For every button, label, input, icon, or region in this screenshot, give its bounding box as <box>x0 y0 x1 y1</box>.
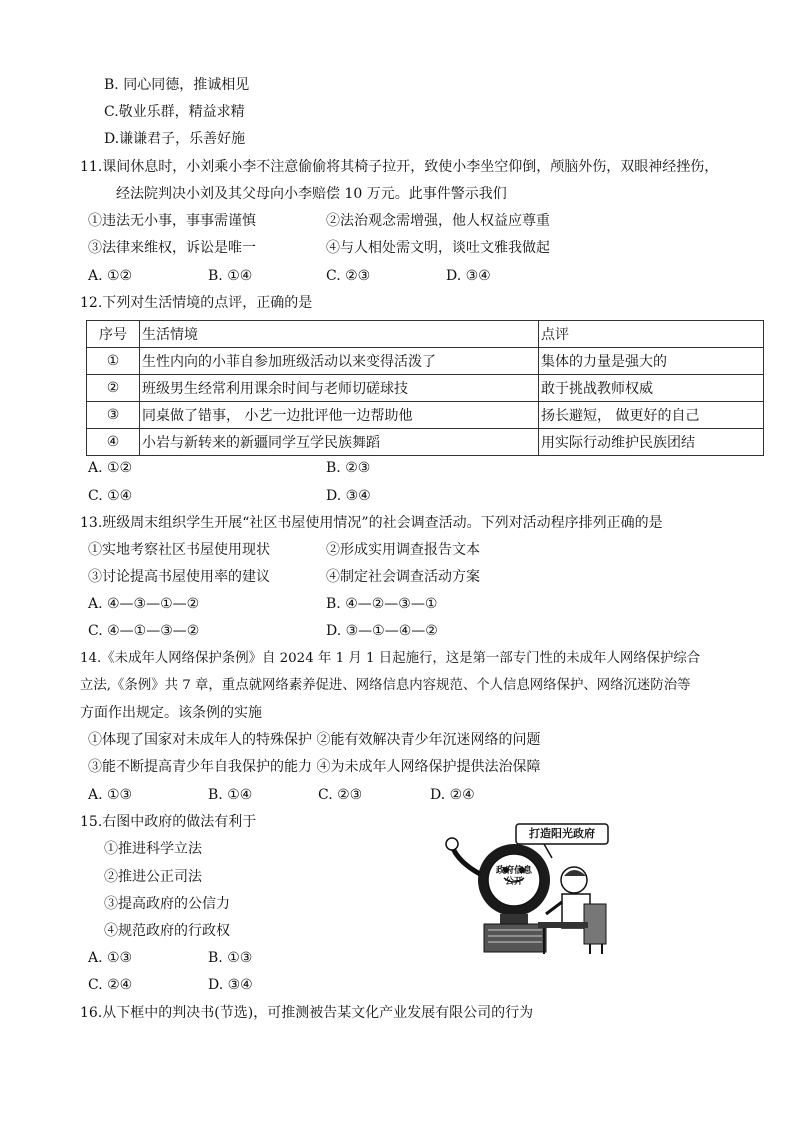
q13-option-b: B. ④—②—③—① <box>326 596 438 612</box>
q13-option-a: A. ④—③—①—② <box>88 596 200 612</box>
q13-statement-4: ④制定社会调查活动方案 <box>326 569 480 585</box>
q11-stem-line1: 11.课间休息时，小刘乘小李不注意偷偷将其椅子拉开，致使小李坐空仰倒，颅脑外伤，双眼神经挫伤， <box>80 159 719 175</box>
q12-option-b: B. ②③ <box>326 460 371 476</box>
row-comment: 扬长避短， 做更好的自己 <box>539 402 764 429</box>
table-row <box>87 348 764 375</box>
table-row <box>87 429 764 456</box>
q14-stem-line1: 14.《未成年人网络保护条例》自 2024 年 1 月 1 日起施行，这是第一部专门性的未成年人网络保护综合 <box>80 651 701 666</box>
q15-statement-4: ④规范政府的行政权 <box>104 923 230 939</box>
q15-option-d: D. ③④ <box>208 977 253 993</box>
q15-statement-1: ①推进科学立法 <box>104 841 202 857</box>
q12-stem: 12.下列对生活情境的点评，正确的是 <box>80 295 313 311</box>
q15-statement-3: ③提高政府的公信力 <box>104 896 230 912</box>
q11-statement-2: ②法治观念需增强，他人权益应尊重 <box>326 213 550 229</box>
q13-option-d: D. ③—①—④—② <box>326 623 438 639</box>
q14-option-d: D. ②④ <box>430 787 475 803</box>
q15-option-c: C. ②④ <box>88 977 133 993</box>
q13-statement-3: ③讨论提高书屋使用率的建议 <box>88 569 270 585</box>
q14-option-b: B. ①④ <box>208 787 253 803</box>
q15-statement-2: ②推进公正司法 <box>104 869 202 885</box>
header-comment: 点评 <box>539 321 764 348</box>
q10-option-b: B. 同心同德，推诚相见 <box>104 77 250 93</box>
row-scenario: 同桌做了错事， 小艺一边批评他一边帮助他 <box>140 402 539 429</box>
q13-option-c: C. ④—①—③—② <box>88 623 200 639</box>
q14-option-a: A. ①③ <box>88 787 133 803</box>
header-scenario: 生活情境 <box>140 321 539 348</box>
row-comment: 集体的力量是强大的 <box>539 348 764 375</box>
row-scenario: 班级男生经常利用课余时间与老师切磋球技 <box>140 375 539 402</box>
header-index: 序号 <box>87 321 140 348</box>
q11-option-b: B. ①④ <box>208 268 253 284</box>
q10-option-c: C.敬业乐群，精益求精 <box>104 104 245 120</box>
q11-statement-1: ①违法无小事，事事需谨慎 <box>88 213 256 229</box>
q10-option-d: D.谦谦君子，乐善好施 <box>104 131 246 147</box>
q12-table <box>86 320 764 456</box>
q15-option-b: B. ①③ <box>208 950 253 966</box>
q14-option-c: C. ②③ <box>318 787 363 803</box>
q14-stem-line3: 方面作出规定。该条例的实施 <box>80 705 262 721</box>
q15-stem: 15.右图中政府的做法有利于 <box>80 814 257 830</box>
q11-statement-3: ③法律来维权，诉讼是唯一 <box>88 240 256 256</box>
row-comment: 敢于挑战教师权威 <box>539 375 764 402</box>
q16-stem: 16.从下框中的判决书(节选)，可推测被告某文化产业发展有限公司的行为 <box>80 1005 534 1021</box>
table-row <box>87 375 764 402</box>
table-row <box>87 402 764 429</box>
q11-option-d: D. ③④ <box>446 268 491 284</box>
q15-option-a: A. ①③ <box>88 950 133 966</box>
row-scenario: 小岩与新转来的新疆同学互学民族舞蹈 <box>140 429 539 456</box>
q12-option-a: A. ①② <box>88 460 133 476</box>
q11-option-c: C. ②③ <box>326 268 371 284</box>
row-scenario: 生性内向的小菲自参加班级活动以来变得活泼了 <box>140 348 539 375</box>
row-index: ④ <box>87 429 140 456</box>
row-comment: 用实际行动维护民族团结 <box>539 429 764 456</box>
row-index: ③ <box>87 402 140 429</box>
cartoon-banner-text: 打造阳光政府 <box>529 827 595 840</box>
q11-option-a: A. ①② <box>88 268 133 284</box>
q12-option-c: C. ①④ <box>88 488 133 504</box>
q12-option-d: D. ③④ <box>326 488 371 504</box>
row-index: ② <box>87 375 140 402</box>
cartoon-screen-text: 政府信息公开 <box>496 866 533 887</box>
q14-statements-3-4: ③能不断提高青少年自我保护的能力 ④为未成年人网络保护提供法治保障 <box>88 759 541 775</box>
table-header-row <box>87 321 764 348</box>
q14-stem-line2: 立法,《条例》共 7 章，重点就网络素养促进、网络信息内容规范、个人信息网络保护、网络沉迷防治等 <box>80 678 691 693</box>
q13-stem: 13.班级周末组织学生开展“社区书屋使用情况”的社会调查活动。下列对活动程序排列正确的是 <box>80 515 663 531</box>
government-info-cartoon <box>434 818 614 958</box>
q13-statement-2: ②形成实用调查报告文本 <box>326 542 480 558</box>
q14-statements-1-2: ①体现了国家对未成年人的特殊保护 ②能有效解决青少年沉迷网络的问题 <box>88 732 541 748</box>
row-index: ① <box>87 348 140 375</box>
q11-stem-line2: 经法院判决小刘及其父母向小李赔偿 10 万元。此事件警示我们 <box>116 186 507 202</box>
q11-statement-4: ④与人相处需文明，谈吐文雅我做起 <box>326 240 550 256</box>
q13-statement-1: ①实地考察社区书屋使用现状 <box>88 542 270 558</box>
